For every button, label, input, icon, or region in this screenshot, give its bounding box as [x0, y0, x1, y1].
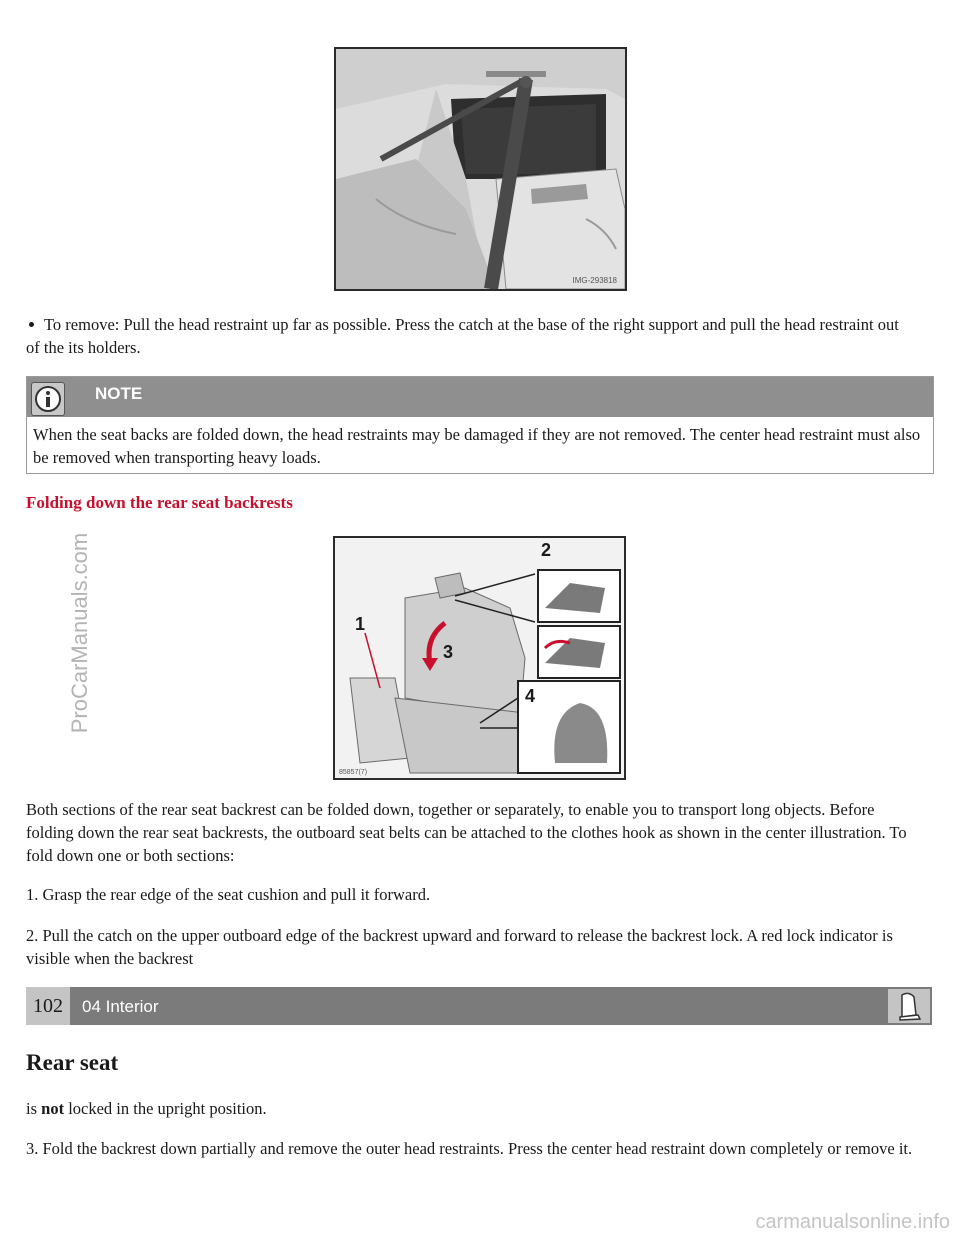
seat-icon [888, 989, 930, 1023]
line1-suffix: locked in the upright position. [64, 1099, 267, 1118]
left-watermark: ProCarManuals.com [67, 532, 92, 734]
note-body: When the seat backs are folded down, the head restraints may be damaged if they are not removed. The center head restraint must also be removed when transporting heavy loads. [33, 425, 921, 467]
figure1-label: IMG-293818 [572, 276, 617, 285]
page-number: 102 [26, 987, 70, 1025]
bottom-line-1 [26, 1097, 267, 1120]
bullet-dot [29, 322, 34, 327]
line1-bold: not [41, 1099, 65, 1118]
line1-prefix: is [26, 1099, 42, 1118]
paragraph-1: Both sections of the rear seat backrest can be folded down, together or separately, to enable you to transport long objects. Before folding down the rear seat backrests, the outboard seat belts can be attached to the clothes hook as shown in the center illustration. To fold down one or both sections: [26, 800, 907, 865]
callout-3: 3 [443, 642, 454, 662]
rear-seat-title: Rear seat [26, 1050, 119, 1075]
callout-4: 4 [525, 686, 536, 706]
paragraph-2: 1. Grasp the rear edge of the seat cushion and pull it forward. [26, 885, 431, 904]
bullet-item [26, 313, 916, 359]
footer-bar [26, 987, 932, 1025]
note-title: NOTE [95, 384, 143, 403]
note-box [26, 376, 934, 474]
callout-1: 1 [355, 614, 366, 634]
seatbelt-photo [334, 47, 627, 291]
paragraph-3: 2. Pull the catch on the upper outboard edge of the backrest upward and forward to release the backrest lock. A red lock indicator is visible when the backrest [26, 926, 893, 968]
paragraph-4: 3. Fold the backrest down partially and remove the outer head restraints. Press the center head restraint down completely or remove it. [26, 1139, 913, 1158]
seatbelt-illustration [336, 49, 625, 289]
info-icon [31, 382, 65, 416]
right-watermark: carmanualsonline.info [755, 1211, 950, 1233]
section-heading: Folding down the rear seat backrests [26, 493, 293, 512]
chapter-title: 04 Interior [82, 997, 159, 1016]
folding-diagram [333, 536, 626, 780]
figure2-label: 85857(7) [339, 769, 368, 776]
bullet-text: To remove: Pull the head restraint up far as possible. Press the catch at the base of the right support and pull the head restraint out of the its holders. [26, 315, 899, 357]
callout-2: 2 [541, 540, 552, 560]
note-header [27, 377, 933, 417]
folding-illustration [335, 538, 624, 778]
